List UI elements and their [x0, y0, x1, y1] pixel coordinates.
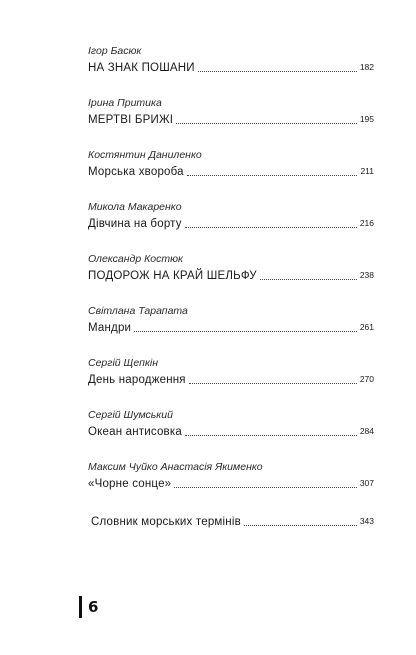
toc-entry — [88, 96, 374, 128]
toc-page-number: 261 — [359, 322, 374, 332]
toc-author: Сергій Щепкін — [88, 357, 159, 369]
toc-entry — [88, 356, 374, 388]
toc-entry — [88, 148, 374, 180]
dot-leader — [185, 227, 357, 228]
toc-line — [88, 216, 374, 232]
toc-page-number: 270 — [359, 374, 374, 384]
toc-author: Максим Чуйко Анастасія Якименко — [88, 461, 263, 473]
toc-entry — [88, 200, 374, 232]
toc-author: Ірина Притика — [88, 97, 162, 109]
toc-title: НА ЗНАК ПОШАНИ — [88, 62, 195, 74]
toc-line — [88, 112, 374, 128]
toc-page-number: 211 — [360, 166, 374, 176]
toc-page-number: 195 — [359, 114, 374, 124]
folio-bar — [79, 596, 82, 618]
toc-line — [91, 514, 374, 530]
toc-title: День народження — [88, 374, 186, 386]
toc-entry — [88, 408, 374, 440]
toc-title: МЕРТВІ БРИЖІ — [88, 114, 174, 126]
toc-entry — [88, 304, 374, 336]
toc-entry — [88, 460, 374, 492]
table-of-contents — [88, 44, 374, 530]
dot-leader — [174, 487, 357, 488]
toc-line — [88, 268, 374, 284]
dot-leader — [176, 123, 357, 124]
toc-author: Ігор Басюк — [88, 45, 142, 57]
toc-title: ПОДОРОЖ НА КРАЙ ШЕЛЬФУ — [88, 270, 257, 282]
dot-leader — [187, 175, 358, 176]
toc-title: «Чорне сонце» — [88, 478, 172, 490]
toc-title: Дівчина на борту — [88, 218, 182, 230]
toc-entry-dictionary — [88, 514, 374, 530]
toc-author: Микола Макаренко — [88, 201, 182, 213]
toc-author: Олександр Костюк — [88, 253, 183, 265]
dot-leader — [189, 383, 357, 384]
dot-leader — [244, 525, 357, 526]
toc-title: Океан антисовка — [88, 426, 182, 438]
toc-page-number: 307 — [359, 478, 374, 488]
toc-line — [88, 60, 374, 76]
page-folio — [79, 596, 98, 618]
toc-entry — [88, 252, 374, 284]
toc-line — [88, 424, 374, 440]
toc-page-number: 216 — [359, 218, 374, 228]
toc-author: Сергій Шумський — [88, 409, 173, 421]
toc-line — [88, 164, 374, 180]
dot-leader — [185, 435, 357, 436]
toc-entry — [88, 44, 374, 76]
toc-page-number: 182 — [359, 62, 374, 72]
toc-line — [88, 372, 374, 388]
toc-title: Мандри — [88, 322, 132, 334]
dot-leader — [260, 279, 357, 280]
toc-author: Світлана Тарапата — [88, 305, 188, 317]
toc-line — [88, 476, 374, 492]
page-number: 6 — [88, 598, 99, 616]
toc-title: Морська хвороба — [88, 166, 184, 178]
dot-leader — [198, 71, 357, 72]
dot-leader — [134, 331, 357, 332]
toc-page-number: 343 — [359, 516, 374, 526]
toc-title: Словник морських термінів — [91, 516, 241, 528]
toc-page-number: 284 — [359, 426, 374, 436]
toc-author: Костянтин Даниленко — [88, 149, 202, 161]
toc-line — [88, 320, 374, 336]
toc-page-number: 238 — [359, 270, 374, 280]
